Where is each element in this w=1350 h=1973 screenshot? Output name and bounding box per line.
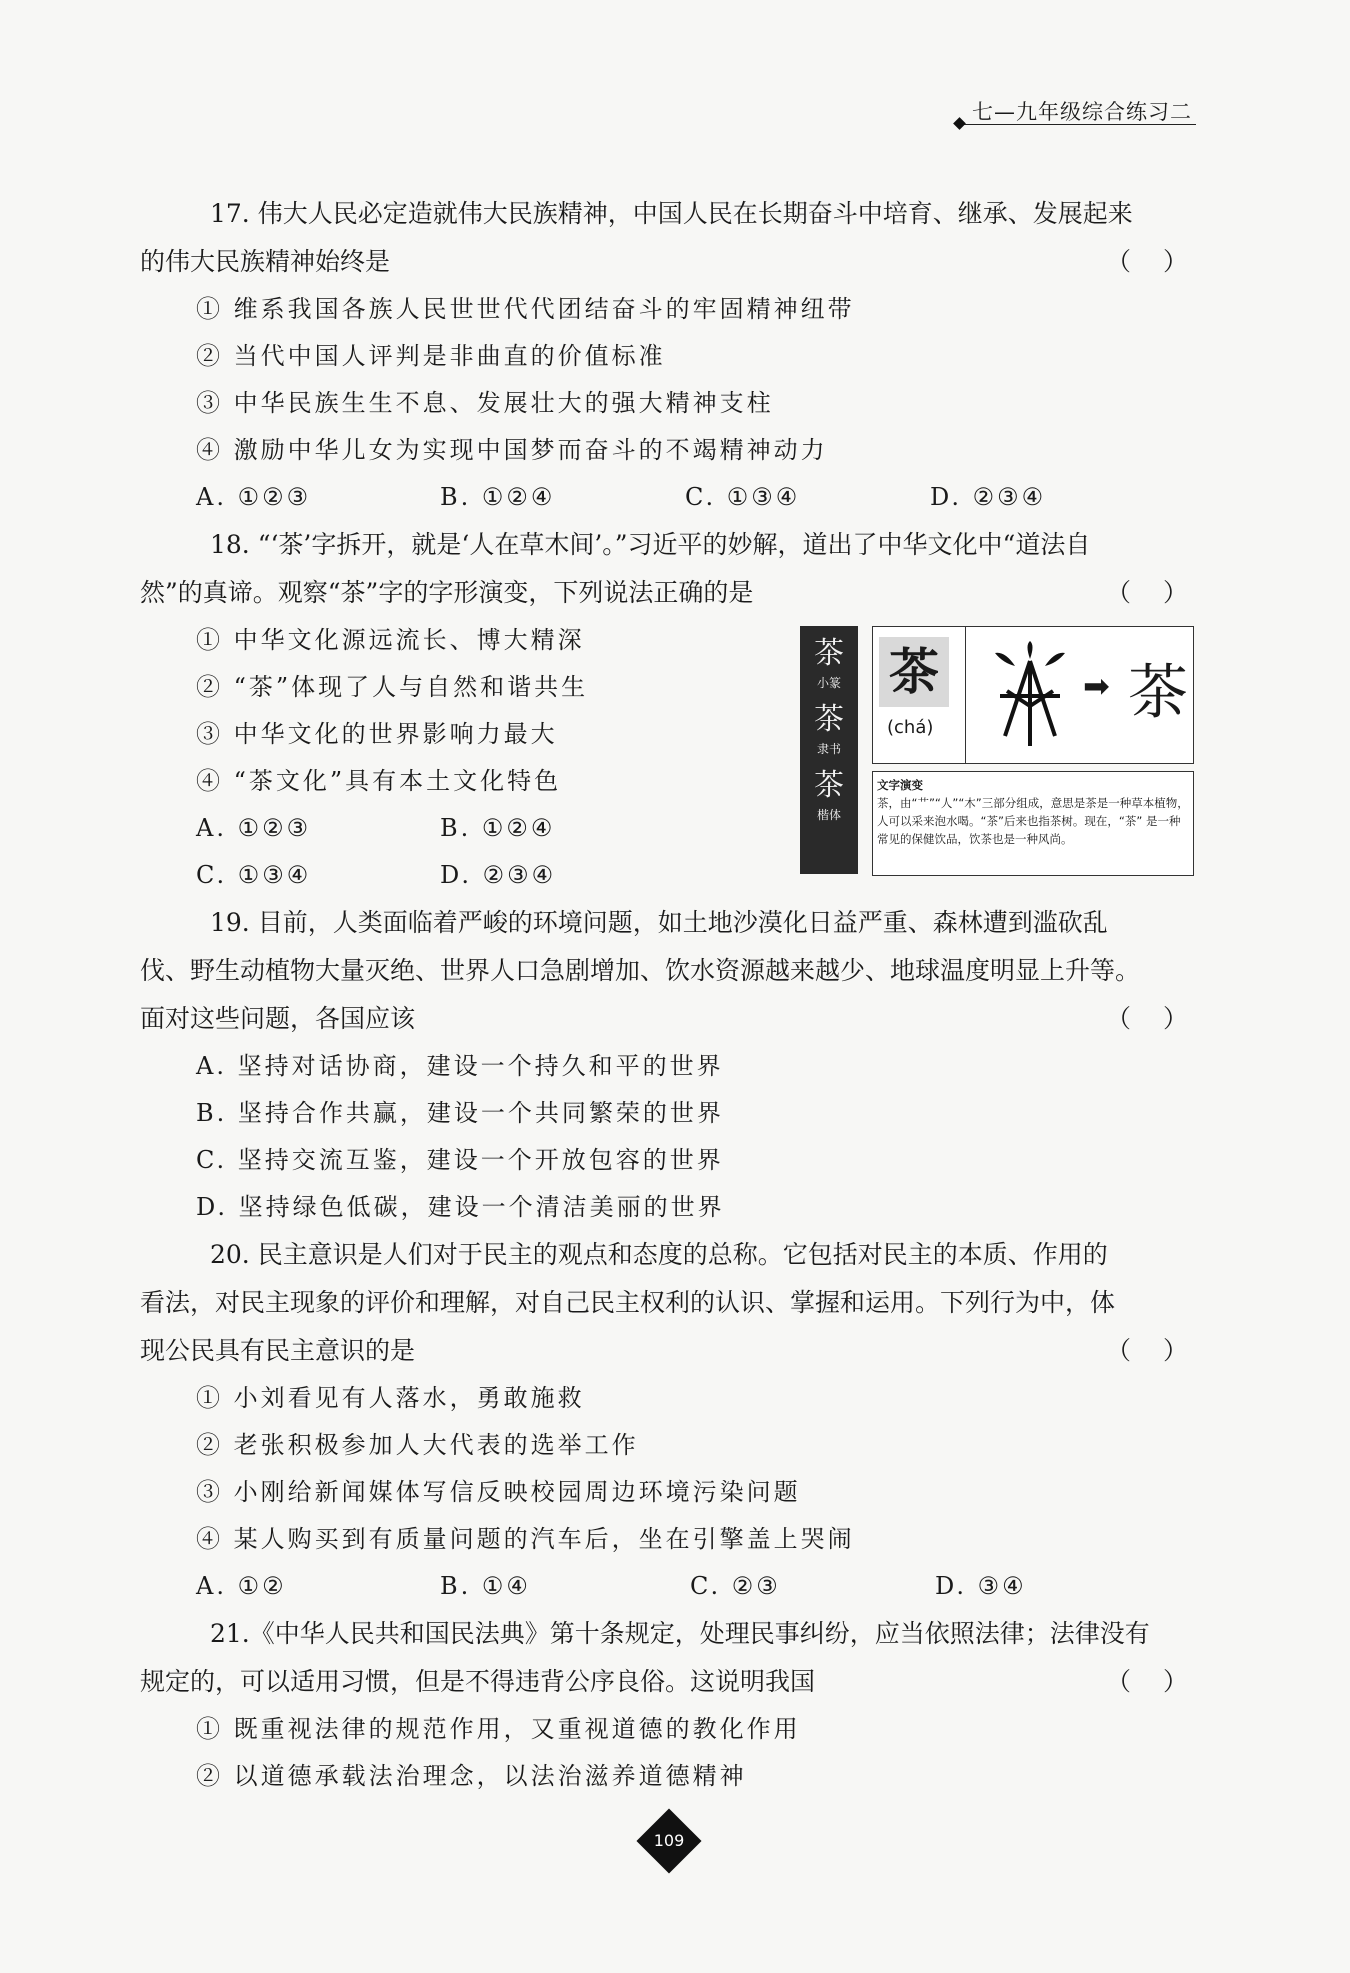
page-header-title: 七—九年级综合练习二 (972, 100, 1192, 124)
q19-option: D. 坚持绿色低碳，建设一个清洁美丽的世界 (196, 1193, 725, 1221)
q20-option: ① 小刘看见有人落水，勇敢施救 (196, 1384, 585, 1412)
q19-option: C. 坚持交流互鉴，建设一个开放包容的世界 (196, 1146, 724, 1174)
header-rule (960, 124, 1196, 125)
tea-clerical-glyph: 茶 (814, 702, 844, 737)
q17-choice-a: A. ①②③ (196, 483, 312, 511)
q18-choice-c: C. ①③④ (196, 861, 312, 889)
q20-choice-d: D. ③④ (935, 1572, 1027, 1600)
tea-note-box (872, 771, 1194, 876)
q18-line2-text: 然”的真谛。观察“茶”字的字形演变，下列说法正确的是 (140, 578, 754, 607)
q17-option: ② 当代中国人评判是非曲直的价值标准 (196, 342, 666, 370)
q17-line2 (140, 238, 1200, 286)
tea-seal-glyph: 茶 (814, 636, 844, 671)
q20-option: ④ 某人购买到有质量问题的汽车后，坐在引擎盖上哭闹 (196, 1525, 855, 1553)
q18-option: ③ 中华文化的世界影响力最大 (196, 720, 558, 748)
page-number: 109 (653, 1831, 685, 1850)
q21-line2-text: 规定的，可以适用习惯，但是不得违背公序良俗。这说明我国 (140, 1667, 816, 1696)
q17-line2-text: 的伟大民族精神始终是 (140, 247, 391, 276)
q17-option: ① 维系我国各族人民世世代代团结奋斗的牢固精神纽带 (196, 295, 855, 323)
q21-option: ① 既重视法律的规范作用，又重视道德的教化作用 (196, 1715, 801, 1743)
q17-answer-bracket: （ ） (1106, 247, 1200, 276)
q19-option: B. 坚持合作共赢，建设一个共同繁荣的世界 (196, 1099, 724, 1127)
q19-line3 (140, 995, 1200, 1043)
q17-choice-c: C. ①③④ (685, 483, 801, 511)
q20-choice-c: C. ②③ (690, 1572, 781, 1600)
tea-big-char: 茶 (879, 637, 949, 707)
q20-option: ② 老张积极参加人大代表的选举工作 (196, 1431, 639, 1459)
q19-answer-bracket: （ ） (1106, 1004, 1200, 1033)
question-content (140, 190, 1200, 1800)
q18-answer-bracket: （ ） (1106, 578, 1200, 607)
q17-option: ③ 中华民族生生不息、发展壮大的强大精神支柱 (196, 389, 774, 417)
q20-answer-bracket: （ ） (1106, 1336, 1200, 1365)
q20-option: ③ 小刚给新闻媒体写信反映校园周边环境污染问题 (196, 1478, 801, 1506)
q19-option: A. 坚持对话协商，建设一个持久和平的世界 (196, 1052, 724, 1080)
q20-line1: 20. 民主意识是人们对于民主的观点和态度的总称。它包括对民主的本质、作用的 (210, 1240, 1108, 1269)
q20-line3 (140, 1327, 1200, 1375)
tea-note-title: 文字演变 (877, 778, 923, 792)
tea-note-body: 茶，由“艹”“人”“木”三部分组成，意思是茶是一种草本植物，人可以采来泡水喝。“茶”后来也指茶树。现在，“茶” 是一种常见的保健饮品，饮茶也是一种风尚。 (877, 796, 1189, 846)
q21-answer-bracket: （ ） (1106, 1667, 1200, 1696)
tea-main-panel (872, 626, 1194, 764)
tea-panel-divider (965, 627, 966, 763)
q21-line1: 21.《中华人民共和国民法典》第十条规定，处理民事纠纷，应当依照法律；法律没有 (210, 1619, 1150, 1648)
tea-pinyin: (chá) (887, 717, 934, 738)
q19-line1: 19. 目前，人类面临着严峻的环境问题，如土地沙漠化日益严重、森林遭到滥砍乱 (210, 908, 1108, 937)
tea-regular-glyph: 茶 (814, 768, 844, 803)
q17-choice-d: D. ②③④ (930, 483, 1047, 511)
q20-choice-a: A. ①② (196, 1572, 287, 1600)
q18-choice-b: B. ①②④ (440, 814, 556, 842)
q18-option: ① 中华文化源远流长、博大精深 (196, 626, 585, 654)
q21-option: ② 以道德承载法治理念，以法治滋养道德精神 (196, 1762, 747, 1790)
q17-line1: 17. 伟大人民必定造就伟大民族精神，中国人民在长期奋斗中培育、继承、发展起来 (210, 199, 1133, 228)
tea-seal-label: 小篆 (816, 676, 841, 690)
q18-line1: 18. “‘茶’字拆开，就是‘人在草木间’。”习近平的妙解，道出了中华文化中“道法自 (210, 530, 1091, 559)
q20-choice-b: B. ①④ (440, 1572, 531, 1600)
q18-choice-a: A. ①②③ (196, 814, 312, 842)
tea-regular-label: 楷体 (816, 808, 841, 822)
header-diamond-icon (953, 117, 966, 130)
tea-clerical-label: 隶书 (816, 742, 841, 756)
q17-choices (140, 474, 1200, 521)
q17-option: ④ 激励中华儿女为实现中国梦而奋斗的不竭精神动力 (196, 436, 828, 464)
q20-line2: 看法，对民主现象的评价和理解，对自己民主权利的认识、掌握和运用。下列行为中，体 (140, 1288, 1116, 1317)
q18-choice-d: D. ②③④ (440, 861, 557, 889)
tea-evolved-char: 茶 (1128, 658, 1188, 728)
q17-choice-b: B. ①②④ (440, 483, 556, 511)
tea-plant-illustration (985, 641, 1075, 751)
q19-line3-text: 面对这些问题，各国应该 (140, 1004, 416, 1033)
q18-option: ② “茶”体现了人与自然和谐共生 (196, 673, 589, 701)
tea-evolution-figure (800, 626, 1194, 874)
tea-arrow-icon: ➡ (1083, 667, 1110, 705)
tea-script-column (800, 626, 858, 874)
q18-line2 (140, 569, 1200, 617)
q20-choices (140, 1563, 1200, 1610)
q18-option: ④ “茶文化”具有本土文化特色 (196, 767, 562, 795)
q20-line3-text: 现公民具有民主意识的是 (140, 1336, 416, 1365)
q21-line2 (140, 1658, 1200, 1706)
q19-line2: 伐、野生动植物大量灭绝、世界人口急剧增加、饮水资源越来越少、地球温度明显上升等。 (140, 956, 1141, 985)
